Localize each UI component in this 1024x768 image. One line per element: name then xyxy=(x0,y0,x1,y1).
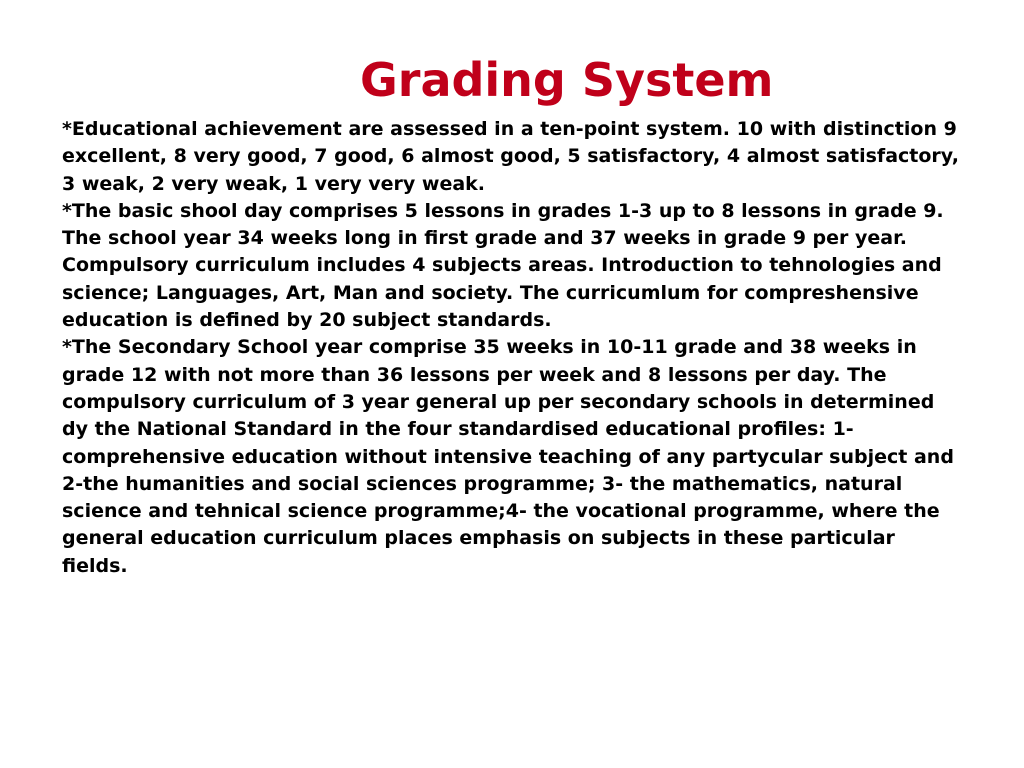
slide-body xyxy=(62,116,962,580)
paragraph-grading-scale: *Educational achievement are assessed in a ten-point system. 10 with distinction 9 excellent, 8 very good, 7 good, 6 almost good, 5 satisfactory, 4 almost satisfactory, 3 weak, 2 very weak, 1 very very weak. xyxy=(62,118,959,195)
paragraph-secondary-school: *The Secondary School year comprise 35 weeks in 10-11 grade and 38 weeks in grade 12 with not more than 36 lessons per week and 8 lessons per day. The compulsory curriculum of 3 year general up per secondary schools in determined dy the National Standard in the four standardised educational profiles: 1- comprehensive education without intensive teaching of any partycular subject and 2-the humanities and social sciences programme; 3- the mathematics, natural science and tehnical science programme;4- the vocational programme, where the general education curriculum places emphasis on subjects in these particular fields. xyxy=(62,336,954,577)
paragraph-basic-school: *The basic shool day comprises 5 lessons in grades 1-3 up to 8 lessons in grade 9. The school year 34 weeks long in first grade and 37 weeks in grade 9 per year. Compulsory curriculum includes 4 subjects areas. Introduction to tehnologies and science; Languages, Art, Man and society. The curricumlum for compreshensive education is defined by 20 subject standards. xyxy=(62,199,944,332)
slide-title: Grading System xyxy=(360,53,774,107)
